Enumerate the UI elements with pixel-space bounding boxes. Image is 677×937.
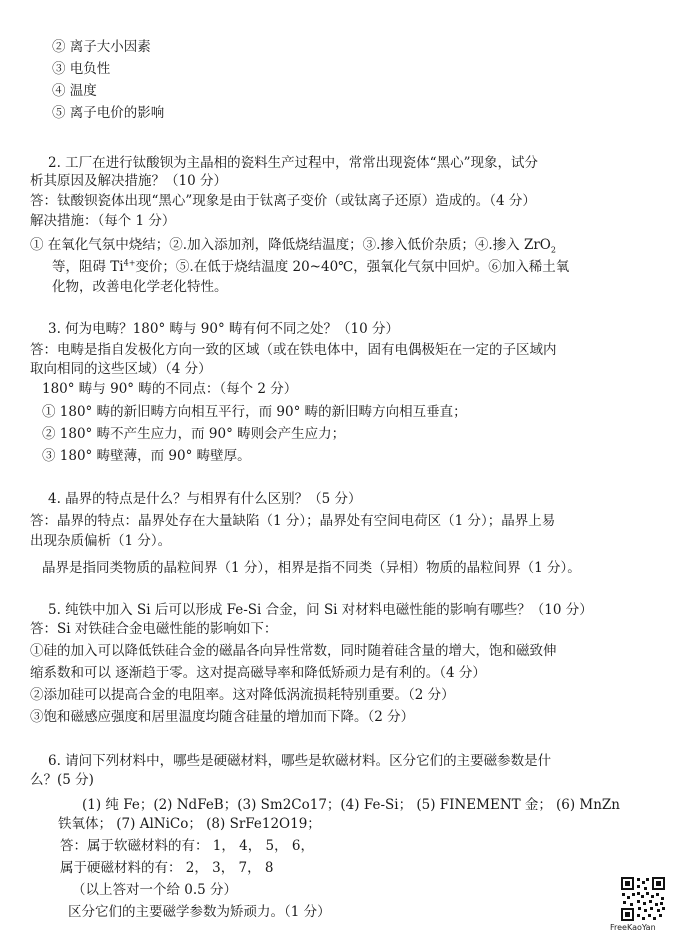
zro2-subscript: 2 (550, 245, 556, 255)
q5-point2: ②添加硅可以提高合金的电阻率。这对降低涡流损耗特别重要。（2 分） (30, 687, 455, 703)
q6-key-parameter: 区分它们的主要磁学参数为矫顽力。（1 分） (68, 904, 331, 920)
q2-measures-heading: 解决措施：（每个 1 分） (30, 213, 176, 229)
q3-diff-heading: 180° 畴与 90° 畴的不同点：（每个 2 分） (42, 381, 298, 397)
q6-materials-line1: (1) 纯 Fe；(2) NdFeB；(3) Sm2Co17；(4) Fe-Si； (5) FINEMENT 金； (82, 797, 552, 813)
q6-materials-line1-end: (6) MnZn (556, 797, 621, 813)
q2-answer: 答：钛酸钡瓷体出现“黑心”现象是由于钛离子变价（或钛离子还原）造成的。（4 分） (30, 193, 536, 209)
list-item-electronegativity: ③ 电负性 (52, 61, 111, 77)
q5-question: 5. 纯铁中加入 Si 后可以形成 Fe-Si 合金，问 Si 对材料电磁性能的影响有哪些？（10 分） (48, 602, 593, 618)
list-item-ion-size: ② 离子大小因素 (52, 39, 151, 55)
q6-materials-line2: 铁氧体； (7) AlNiCo； (8) SrFe12O19； (58, 816, 321, 832)
q2-question-line2: 析其原因及解决措施？（10 分） (30, 173, 227, 189)
q6-soft-magnetic: 答：属于软磁材料的有： 1， 4， 5， 6， (60, 838, 315, 854)
q2-question-line1: 2. 工厂在进行钛酸钡为主晶相的瓷料生产过程中，常常出现瓷体“黑心”现象，试分 (48, 155, 538, 171)
qr-code (620, 876, 666, 922)
list-item-temperature: ④ 温度 (52, 83, 97, 99)
q6-scoring-note: （以上答对一个给 0.5 分） (72, 882, 238, 898)
q6-question-line2: 么？(5 分) (30, 772, 94, 788)
q3-diff-2: ② 180° 畴不产生应力，而 90° 畴则会产生应力； (42, 426, 346, 442)
q4-question: 4. 晶界的特点是什么？与相界有什么区别？（5 分） (48, 491, 362, 507)
q5-answer-heading: 答：Si 对铁硅合金电磁性能的影响如下： (30, 621, 278, 637)
q3-diff-1: ① 180° 畴的新旧畴方向相互平行，而 90° 畴的新旧畴方向相互垂直； (42, 404, 467, 420)
q4-answer-line1: 答：晶界的特点：晶界处存在大量缺陷（1 分）；晶界处有空间电荷区（1 分）；晶界上易 (30, 513, 556, 529)
q2-measures-line2 (52, 258, 569, 276)
brand-label: FreeKaoYan (610, 923, 656, 932)
q2-measures-line1-text: ① 在氧化气氛中烧结；②.加入添加剂，降低烧结温度；③.掺入低价杂质；④.掺入 ZrO (30, 237, 551, 253)
q3-answer-line1: 答：电畴是指自发极化方向一致的区域（或在铁电体中，固有电偶极矩在一定的子区域内 (30, 342, 557, 358)
q4-answer-line3: 晶界是指同类物质的晶粒间界（1 分），相界是指不同类（异相）物质的晶粒间界（1 分）。 (42, 560, 581, 576)
q2-measures-line1 (30, 236, 556, 254)
q3-answer-line2: 取向相同的这些区域）（4 分） (30, 361, 212, 377)
q2-measures-line3: 化物，改善电化学老化特性。 (52, 279, 228, 295)
q3-question: 3. 何为电畴？180° 畴与 90° 畴有何不同之处？（10 分） (48, 321, 399, 337)
q6-question-line1: 6. 请问下列材料中，哪些是硬磁材料，哪些是软磁材料。区分它们的主要磁参数是什 (48, 753, 552, 769)
q6-hard-magnetic: 属于硬磁材料的有： 2， 3， 7， 8 (60, 860, 274, 876)
q2-measures-line2-post: 变价；⑤.在低于烧结温度 20~40℃，强氧化气氛中回炉。⑥加入稀土氧 (135, 259, 570, 275)
q3-diff-3: ③ 180° 畴壁薄，而 90° 畴壁厚。 (42, 448, 251, 464)
ti-superscript: 4+ (123, 258, 136, 268)
q5-point1-line2: 缩系数和可以 逐渐趋于零。这对提高磁导率和降低矫顽力是有利的。（4 分） (30, 665, 486, 681)
q2-measures-line2-pre: 等，阻碍 Ti (52, 259, 124, 275)
list-item-ion-valence: ⑤ 离子电价的影响 (52, 105, 165, 121)
q4-answer-line2: 出现杂质偏析（1 分）。 (30, 533, 172, 549)
q5-point3: ③饱和磁感应强度和居里温度均随含硅量的增加而下降。（2 分） (30, 709, 415, 725)
q5-point1-line1: ①硅的加入可以降低铁硅合金的磁晶各向异性常数，同时随着硅含量的增大，饱和磁致伸 (30, 643, 557, 659)
